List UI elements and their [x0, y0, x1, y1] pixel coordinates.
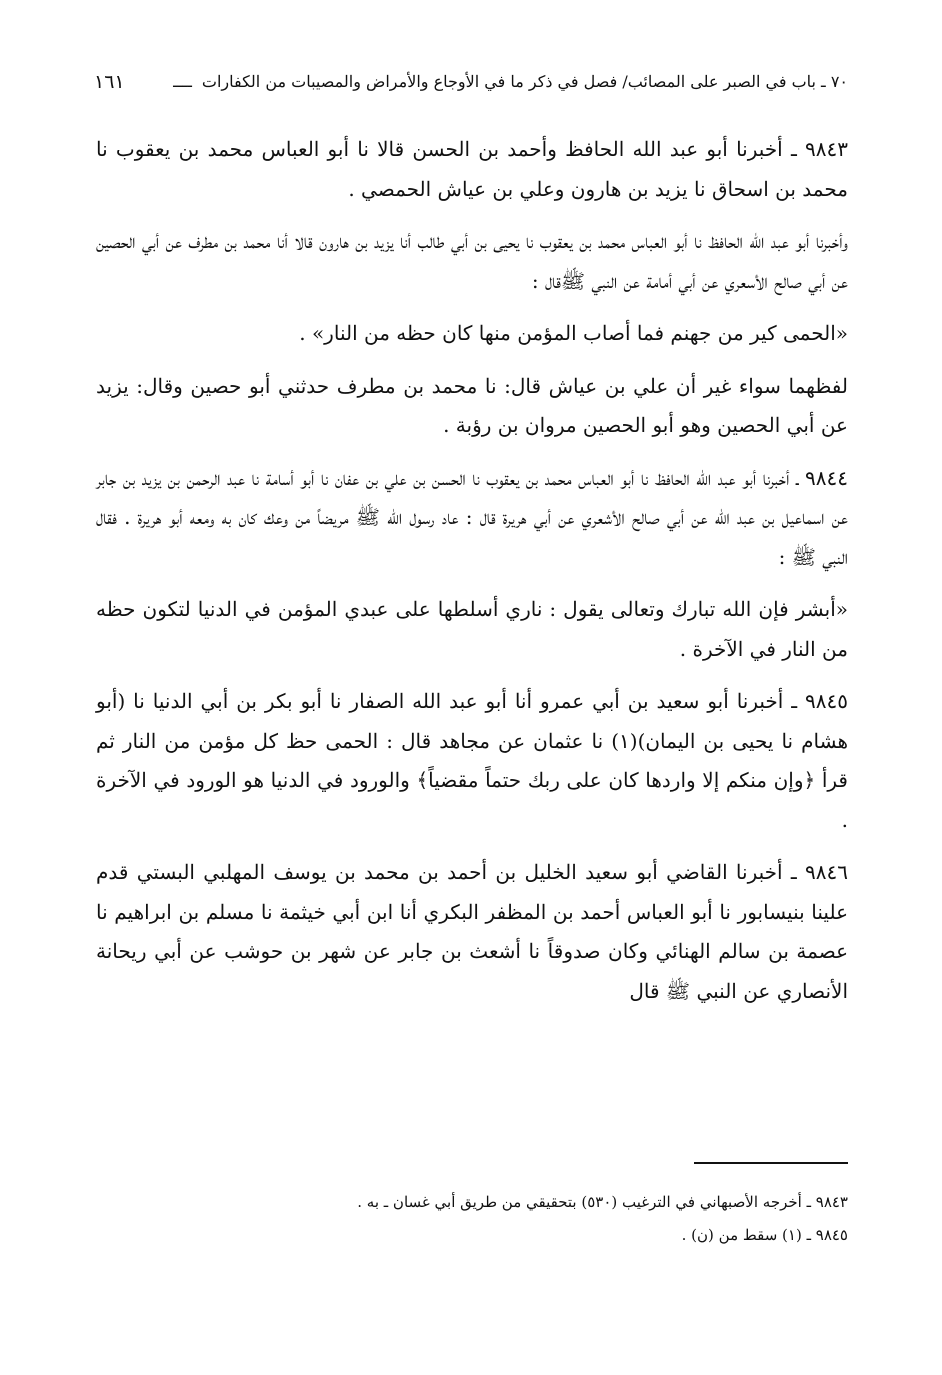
- main-text: [96, 130, 848, 1024]
- second-chain-paragraph: وأخبرنا أبو عبد الله الحافظ نا أبو العباس محمد بن يعقوب نا يحيى بن أبي طالب أنا يزيد بن هارون قالا أنا محمد بن مطرف عن أبي الحصين عن أبي صالح الأسعري عن أبي أمامة عن النبي ﷺقال :: [96, 229, 848, 293]
- hadith-text-fever-quote: «الحمى كير من جهنم فما أصاب المؤمن منها كان حظه من النار» .: [299, 321, 848, 345]
- footnote-9843: ٩٨٤٣ ـ أخرجه الأصبهاني في الترغيب (٥٣٠) بتحقيقي من طريق أبي غسان ـ به .: [357, 1193, 848, 1211]
- hadith-text-glad-tidings-quote: «أبشر فإن الله تبارك وتعالى يقول : ناري أسلطها على عبدي المؤمن في الدنيا لتكون حظه من النار في الآخرة .: [96, 597, 848, 661]
- footnotes: [96, 1186, 848, 1252]
- hadith-9845-paragraph: ٩٨٤٥ ـ أخبرنا أبو سعيد بن أبي عمرو أنا أبو عبد الله الصفار نا أبو بكر بن أبي الدنيا نا (أبو هشام نا يحيى بن اليمان)(١) نا عثمان عن مجاهد قال : الحمى حظ كل مؤمن من النار ثم قرأ ﴿وإن منكم إلا واردها كان على ربك حتماً مقضياً﴾ والورود في الدنيا هو الورود في الآخرة .: [96, 689, 849, 832]
- footnote-9845: ٩٨٤٥ ـ (١) سقط من (ن) .: [681, 1226, 848, 1244]
- wording-note-paragraph: لفظهما سواء غير أن علي بن عياش قال: نا محمد بن مطرف حدثني أبو حصين وقال: يزيد عن أبي الحصين وهو أبو الحصين مروان بن رؤبة .: [96, 373, 848, 437]
- footnote-divider: [694, 1162, 848, 1164]
- running-header: [94, 70, 848, 94]
- running-title: ٧٠ ـ باب في الصبر على المصائب/ فصل في ذكر ما في الأوجاع والأمراض والمصيبات من الكفارات: [201, 72, 848, 91]
- hadith-9844-paragraph: ٩٨٤٤ ـ أخبرنا أبو عبد الله الحافظ نا أبو العباس محمد بن يعقوب نا الحسن بن علي بن عفان نا أبو أسامة نا عبد الرحمن بن يزيد بن جابر عن اسماعيل بن عبد الله عن أبي صالح الأشعري عن أبي هريرة قال : عاد رسول الله ﷺ مريضاً من وعك كان به ومعه أبو هريرة . فقال النبي ﷺ :: [96, 465, 848, 569]
- header-separator: ــــ: [173, 72, 192, 91]
- page-number: ١٦١: [94, 71, 125, 93]
- hadith-9843-paragraph: ٩٨٤٣ ـ أخبرنا أبو عبد الله الحافظ وأحمد بن الحسن قالا نا أبو العباس محمد بن يعقوب نا محمد بن اسحاق نا يزيد بن هارون وعلي بن عياش الحمصي .: [96, 137, 848, 201]
- hadith-9846-paragraph: ٩٨٤٦ ـ أخبرنا القاضي أبو سعيد الخليل بن أحمد بن محمد بن يوسف المهلبي البستي قدم علينا بنيسابور نا أبو العباس أحمد بن المظفر البكري أنا ابن أبي خيثمة نا مسلم بن ابراهيم نا عصمة بن سالم الهنائي وكان صدوقاً نا أشعث بن جابر عن شهر بن حوشب عن أبي ريحانة الأنصاري عن النبي ﷺ قال: [96, 860, 848, 1003]
